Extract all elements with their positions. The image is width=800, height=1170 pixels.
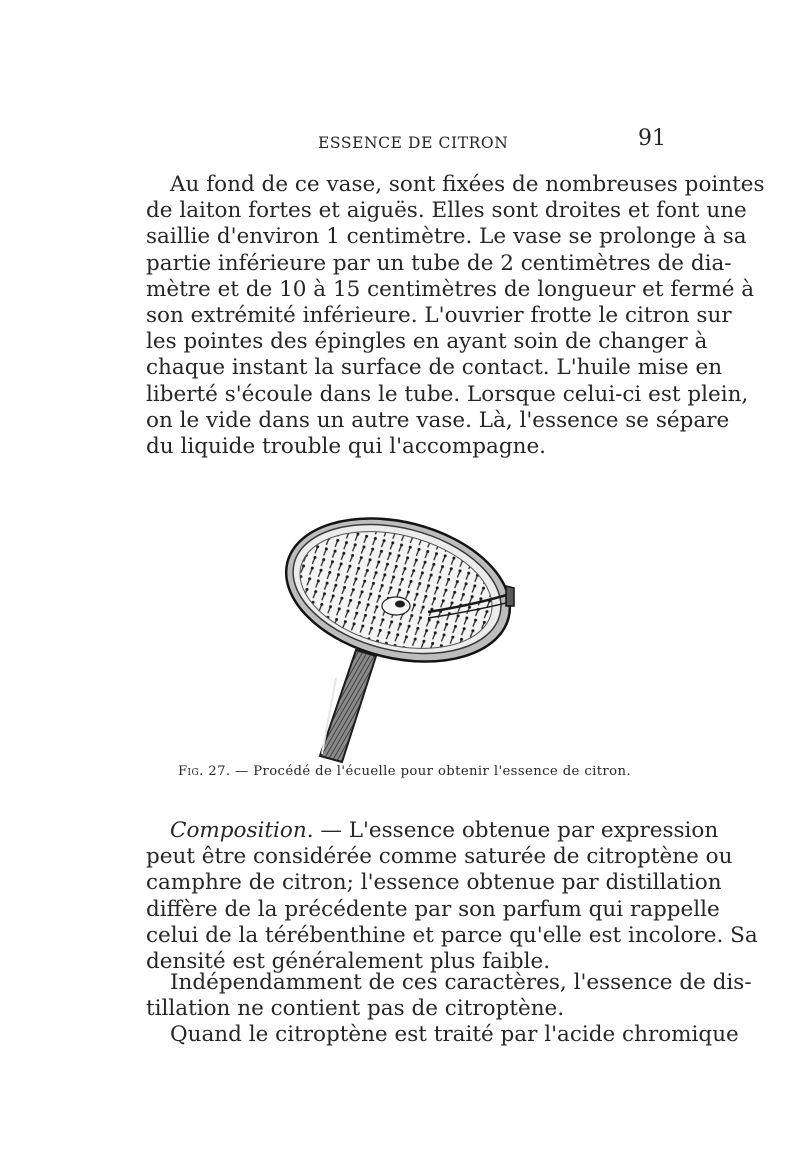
text-line: densité est généralement plus faible.: [146, 949, 551, 975]
figure-caption-text: — Procédé de l'écuelle pour obtenir l'essence de citron.: [235, 764, 631, 779]
paragraph-ecuelle-description: [146, 172, 765, 460]
text-line: Indépendamment de ces caractères, l'essence de dis-: [170, 970, 752, 995]
text-line: les pointes des épingles en ayant soin de changer à: [146, 329, 708, 355]
page-number: 91: [638, 126, 666, 151]
text-line: mètre et de 10 à 15 centimètres de longueur et fermé à: [146, 276, 755, 302]
text-line: liberté s'écoule dans le tube. Lorsque celui-ci est plein,: [146, 381, 749, 407]
ecuelle-illustration: [278, 510, 518, 765]
text-line: son extrémité inférieure. L'ouvrier frotte le citron sur: [146, 303, 732, 329]
text-line: [146, 818, 719, 844]
text-line: tillation ne contient pas de citroptène.: [146, 996, 565, 1022]
text-line: Au fond de ce vase, sont fixées de nombreuses pointes: [170, 172, 765, 197]
paragraph-distillation: [146, 970, 752, 1022]
text-line: du liquide trouble qui l'accompagne.: [146, 434, 546, 460]
text-line: celui de la térébenthine et parce qu'elle est incolore. Sa: [146, 922, 758, 948]
text-line: Quand le citroptène est traité par l'acide chromique: [170, 1022, 739, 1047]
text-fragment: — L'essence obtenue par expression: [313, 818, 719, 843]
ecuelle-handle: [320, 650, 376, 762]
text-line: saillie d'environ 1 centimètre. Le vase se prolonge à sa: [146, 224, 747, 250]
figure-label: Fig. 27.: [178, 764, 231, 779]
text-line: diffère de la précédente par son parfum qui rappelle: [146, 896, 720, 922]
running-title: ESSENCE DE CITRON: [318, 134, 509, 152]
text-line: on le vide dans un autre vase. Là, l'essence se sépare: [146, 407, 730, 433]
text-line: camphre de citron; l'essence obtenue par distillation: [146, 870, 722, 896]
text-line: partie inférieure par un tube de 2 centimètres de dia-: [146, 250, 732, 276]
text-line: chaque instant la surface de contact. L'huile mise en: [146, 355, 723, 381]
ecuelle-bowl: [278, 510, 518, 684]
paragraph-citroptene: [146, 1022, 739, 1048]
text-line: peut être considérée comme saturée de citroptène ou: [146, 844, 733, 870]
section-lead-in: Composition.: [170, 818, 314, 843]
figure-caption: [178, 764, 638, 779]
paragraph-composition: [146, 818, 758, 975]
text-line: de laiton fortes et aiguës. Elles sont droites et font une: [146, 198, 747, 224]
